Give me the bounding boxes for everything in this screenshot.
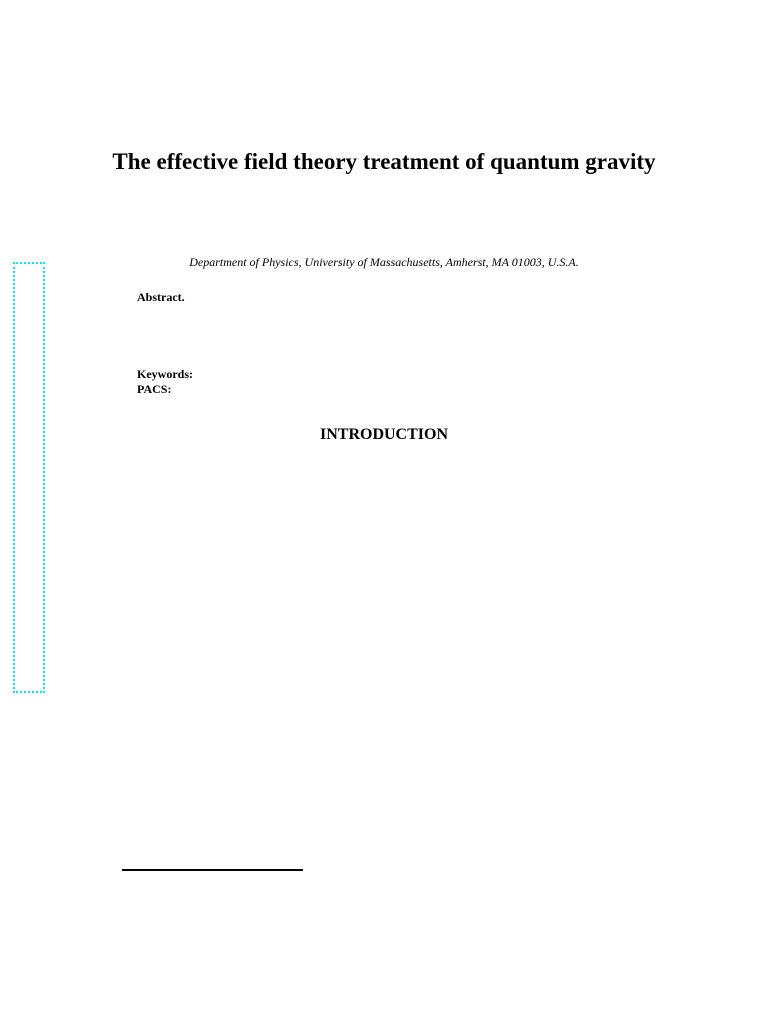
paper-title: The effective field theory treatment of quantum gravity bbox=[112, 149, 656, 174]
author-affiliation: Department of Physics, University of Massachusetts, Amherst, MA 01003, U.S.A. bbox=[189, 255, 579, 269]
abstract-label: Abstract. bbox=[137, 290, 185, 304]
keywords-label: Keywords: bbox=[137, 367, 193, 381]
section-heading-introduction: INTRODUCTION bbox=[319, 426, 448, 443]
margin-frame-box bbox=[13, 262, 45, 693]
footnote-rule bbox=[122, 869, 303, 871]
pacs-label: PACS: bbox=[137, 382, 172, 396]
